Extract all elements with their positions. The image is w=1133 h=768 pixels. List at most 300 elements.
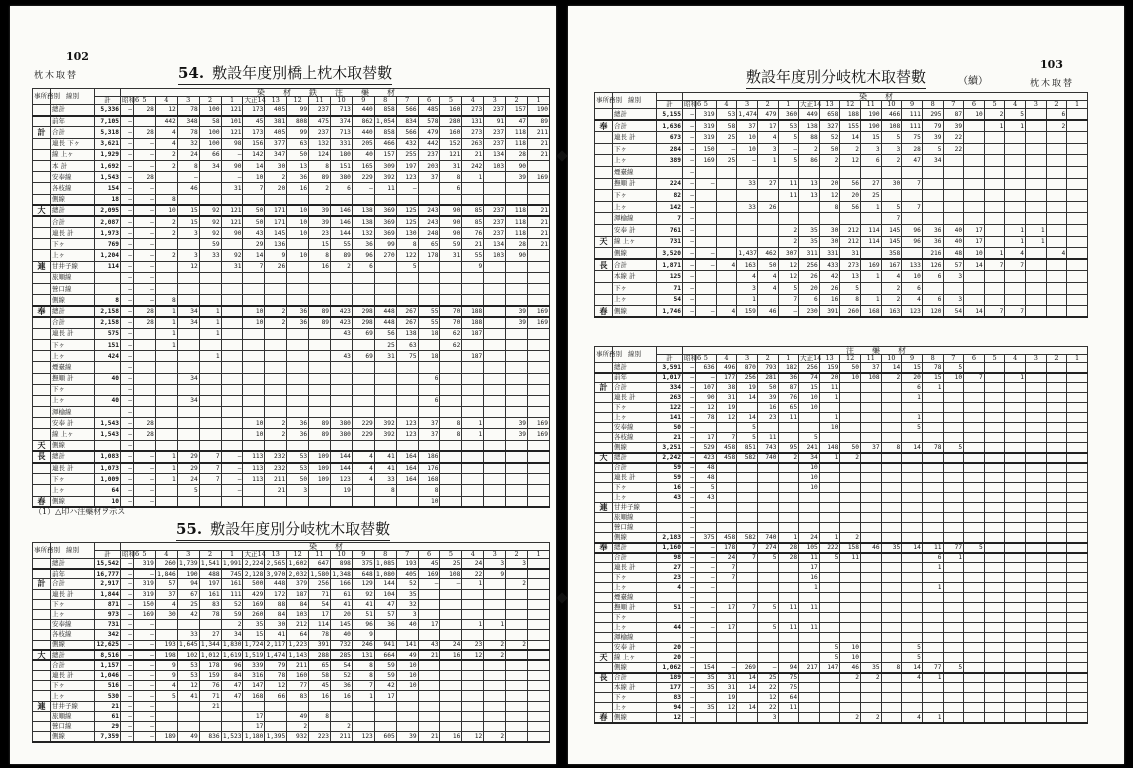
table-cell: 2 xyxy=(331,261,353,272)
table-cell: 159 xyxy=(819,363,840,373)
table-cell: 10 xyxy=(943,373,964,383)
table-cell xyxy=(840,483,861,493)
table-cell xyxy=(902,523,923,533)
office-label xyxy=(33,485,51,496)
table-cell xyxy=(799,653,820,663)
table-cell: — xyxy=(683,523,696,533)
table-cell: 267 xyxy=(396,317,418,328)
table-cell xyxy=(1026,423,1047,433)
table-cell: 35 xyxy=(396,589,418,599)
table-cell xyxy=(287,395,309,406)
table-cell: 1,017 xyxy=(657,373,683,383)
table-cell xyxy=(881,563,902,573)
table-cell: 1 xyxy=(1005,224,1026,236)
table-cell: 9 xyxy=(484,569,506,579)
table-cell: 2 xyxy=(287,722,309,732)
table-cell: 30 xyxy=(819,236,840,248)
table-cell: 237 xyxy=(484,228,506,239)
line-label: 線 上ヶ xyxy=(51,429,95,440)
table-cell xyxy=(1005,282,1026,294)
table-cell: 154 xyxy=(696,663,717,673)
table-cell: 2,117 xyxy=(266,641,286,649)
table-cell xyxy=(799,593,820,603)
table-cell xyxy=(984,703,1005,713)
table-cell: 405 xyxy=(265,127,287,138)
table-cell: 36 xyxy=(287,429,309,440)
table-cell xyxy=(984,224,1005,236)
table-cell xyxy=(964,713,985,723)
table-cell xyxy=(506,609,528,619)
table-cell xyxy=(861,413,882,423)
table-cell: — xyxy=(716,143,737,155)
table-cell xyxy=(243,701,265,711)
table-cell: 36 xyxy=(287,172,309,183)
table-cell: 157 xyxy=(506,105,528,116)
table-cell xyxy=(506,474,528,485)
table-cell: 123 xyxy=(331,474,353,485)
table-cell xyxy=(902,633,923,643)
table-cell: — xyxy=(683,190,696,202)
table-cell: — xyxy=(221,172,243,183)
table-cell xyxy=(922,693,943,703)
table-cell: 6 xyxy=(331,183,353,194)
column-header: 3 xyxy=(1026,101,1047,109)
column-header: 昭和6 xyxy=(122,550,140,558)
table-cell: 4 xyxy=(352,451,374,462)
table-cell: — xyxy=(683,248,696,260)
table-cell xyxy=(716,294,737,306)
table-cell xyxy=(984,513,1005,523)
column-header: 計 xyxy=(95,97,121,105)
table-cell: 177 xyxy=(716,373,737,383)
table-cell xyxy=(309,295,331,306)
table-cell: 5 xyxy=(964,543,985,553)
table-cell xyxy=(418,272,440,283)
table-cell: 17 xyxy=(309,609,331,619)
table-cell: 109 xyxy=(309,463,331,474)
table-cell: 808 xyxy=(287,116,309,127)
table-cell: 440 xyxy=(352,127,374,138)
table-cell xyxy=(757,463,778,473)
office-label: 大 xyxy=(33,205,51,216)
office-label: 奉 xyxy=(33,306,51,317)
table-cell: — xyxy=(121,660,134,670)
table-cell xyxy=(984,423,1005,433)
table-cell xyxy=(1005,423,1026,433)
table-cell: 123 xyxy=(396,172,418,183)
table-cell xyxy=(984,593,1005,603)
table-cell: 232 xyxy=(265,451,287,462)
table-cell: 121 xyxy=(221,216,243,227)
table-cell: — xyxy=(121,711,134,721)
table-cell: 5 xyxy=(757,603,778,613)
table-cell: 64 xyxy=(287,630,309,640)
table-cell: 1,636 xyxy=(657,120,683,132)
table-cell: 339 xyxy=(243,660,265,670)
table-cell: 125 xyxy=(657,271,683,283)
table-cell xyxy=(1026,623,1047,633)
office-label xyxy=(595,294,613,306)
office-label xyxy=(595,513,613,523)
table-cell xyxy=(331,339,353,350)
table-cell: 16,777 xyxy=(95,569,121,579)
table-cell xyxy=(861,403,882,413)
table-cell xyxy=(374,261,396,272)
table-cell: — xyxy=(121,429,134,440)
table-cell: 374 xyxy=(331,116,353,127)
table-cell: 7 xyxy=(243,183,265,194)
table-cell xyxy=(1005,383,1026,393)
table-cell xyxy=(1026,693,1047,703)
table-cell: 834 xyxy=(396,116,418,127)
table-cell: 5 xyxy=(757,553,778,563)
table-cell: 4 xyxy=(1046,248,1067,260)
table-row xyxy=(33,317,550,328)
line-label: 合計 xyxy=(613,259,657,271)
table-cell xyxy=(199,429,221,440)
table-cell xyxy=(716,463,737,473)
table-cell xyxy=(881,433,902,443)
table-cell: 28 xyxy=(134,317,156,328)
table-cell xyxy=(1046,294,1067,306)
office-label xyxy=(33,295,51,306)
table-cell xyxy=(1046,453,1067,463)
table-cell xyxy=(964,213,985,225)
table-cell: — xyxy=(121,599,134,609)
table-cell xyxy=(657,166,683,178)
table-cell: 12 xyxy=(778,259,799,271)
table-cell: 89 xyxy=(309,172,331,183)
table-cell: 8 xyxy=(881,663,902,673)
table-cell: 48 xyxy=(943,248,964,260)
table-cell xyxy=(696,166,717,178)
table-cell xyxy=(657,523,683,533)
table-cell: 15 xyxy=(177,216,199,227)
table-cell xyxy=(440,407,462,418)
table-cell: 87 xyxy=(943,109,964,121)
table-cell: — xyxy=(683,653,696,663)
table-cell: 20 xyxy=(799,282,820,294)
table-cell: 347 xyxy=(265,149,287,160)
table-cell xyxy=(199,418,221,429)
table-cell: — xyxy=(134,183,156,194)
table-cell: 10 xyxy=(396,681,418,691)
table-cell: — xyxy=(683,633,696,643)
table-cell: 1,437 xyxy=(737,248,758,260)
table-cell xyxy=(819,493,840,503)
table-cell: 1,395 xyxy=(266,733,286,741)
table-cell xyxy=(1026,703,1047,713)
table-cell: 163 xyxy=(737,259,758,271)
table-cell: 6 xyxy=(922,294,943,306)
table-cell xyxy=(374,384,396,395)
table-cell: 144 xyxy=(331,228,353,239)
table-cell: 55 xyxy=(418,306,440,317)
table-cell xyxy=(696,236,717,248)
table-cell: 205 xyxy=(352,138,374,149)
table-cell: — xyxy=(121,228,134,239)
table-cell xyxy=(155,183,177,194)
line-label: 側線 xyxy=(613,443,657,453)
table-cell: 169 xyxy=(528,418,550,429)
table-cell: — xyxy=(134,691,156,701)
table-cell xyxy=(881,633,902,643)
line-label: 上ヶ xyxy=(613,703,657,713)
table-cell: 26 xyxy=(799,271,820,283)
table-cell xyxy=(861,583,882,593)
table-cell: — xyxy=(696,623,717,633)
table-row xyxy=(33,250,550,261)
table-cell: 75 xyxy=(778,683,799,693)
table-cell xyxy=(861,593,882,603)
table-cell xyxy=(984,543,1005,553)
table-row xyxy=(33,116,550,127)
table-cell xyxy=(396,701,418,711)
table-cell: 40 xyxy=(396,620,418,630)
table-cell xyxy=(737,693,758,703)
table-cell xyxy=(1026,563,1047,573)
table-cell xyxy=(506,183,528,194)
table-cell xyxy=(484,722,506,732)
table-cell xyxy=(221,328,243,339)
table-cell xyxy=(243,284,265,295)
table-cell xyxy=(716,613,737,623)
table-cell xyxy=(964,523,985,533)
table-cell: — xyxy=(121,127,134,138)
office-label xyxy=(595,603,613,613)
column-header: 4 xyxy=(1005,355,1026,363)
table-cell xyxy=(840,393,861,403)
table-cell xyxy=(778,166,799,178)
table-row xyxy=(33,149,550,160)
table-cell xyxy=(881,453,902,463)
line-label: 下ヶ xyxy=(51,681,95,691)
table-cell: — xyxy=(683,166,696,178)
table-cell: 82 xyxy=(657,190,683,202)
table-cell: 23 xyxy=(757,413,778,423)
table-cell: — xyxy=(683,463,696,473)
table-cell xyxy=(243,440,265,451)
table-cell: 1,474 xyxy=(266,651,286,659)
table-cell: 1 xyxy=(922,713,943,723)
table-cell: 37 xyxy=(861,443,882,453)
table-cell: 164 xyxy=(396,474,418,485)
table-cell xyxy=(902,453,923,463)
table-cell xyxy=(984,143,1005,155)
table-cell: — xyxy=(683,236,696,248)
table-cell xyxy=(716,473,737,483)
column-header: 10 xyxy=(331,97,353,105)
table-cell: 10 xyxy=(287,250,309,261)
table-row xyxy=(595,433,1088,443)
table-cell: 17 xyxy=(757,120,778,132)
table-cell xyxy=(528,681,550,691)
table-cell xyxy=(396,373,418,384)
table-cell xyxy=(757,224,778,236)
table-cell xyxy=(134,362,156,373)
table-cell: 51 xyxy=(657,603,683,613)
table-cell: 16 xyxy=(657,483,683,493)
table-cell xyxy=(155,172,177,183)
table-cell xyxy=(1026,523,1047,533)
table-cell xyxy=(440,474,462,485)
table-cell: 14 xyxy=(737,413,758,423)
table-cell xyxy=(177,272,199,283)
table-cell xyxy=(964,683,985,693)
table-cell xyxy=(528,496,550,507)
office-label xyxy=(595,493,613,503)
table-cell: 126 xyxy=(922,259,943,271)
table-cell: 5 xyxy=(943,363,964,373)
table-cell: 182 xyxy=(778,363,799,373)
table-cell xyxy=(943,703,964,713)
table-cell xyxy=(757,643,778,653)
table-cell xyxy=(331,440,353,451)
table-cell xyxy=(840,613,861,623)
table-cell: 229 xyxy=(352,429,374,440)
table-cell: 31 xyxy=(440,250,462,261)
table-cell: — xyxy=(134,620,156,630)
table-cell: 35 xyxy=(799,236,820,248)
table-cell: 197 xyxy=(396,160,418,171)
line-label: 下ヶ xyxy=(613,190,657,202)
table-cell: 1 xyxy=(199,317,221,328)
table-cell xyxy=(840,166,861,178)
table-cell: 11 xyxy=(374,183,396,194)
table-cell xyxy=(528,589,550,599)
table-cell xyxy=(95,272,121,283)
table-cell xyxy=(964,120,985,132)
table-cell: 92 xyxy=(199,205,221,216)
table-cell: 4 xyxy=(902,713,923,723)
table-cell xyxy=(287,272,309,283)
table-cell: 31 xyxy=(840,248,861,260)
table-row xyxy=(595,633,1088,643)
table-cell: 898 xyxy=(331,559,353,569)
table-cell xyxy=(352,339,374,350)
office-label xyxy=(595,248,613,260)
line-label: 渾榆線 xyxy=(613,213,657,225)
table-cell xyxy=(964,393,985,403)
table-cell xyxy=(221,362,243,373)
table-cell: 42 xyxy=(177,609,199,619)
table-cell: 105 xyxy=(799,543,820,553)
table-cell: 479 xyxy=(418,127,440,138)
table-cell: 147 xyxy=(243,681,265,691)
table-cell: 1,541 xyxy=(200,559,220,567)
office-label: 春 xyxy=(595,713,613,723)
office-label xyxy=(33,620,51,630)
table-cell: 5 xyxy=(396,261,418,272)
table-cell xyxy=(134,339,156,350)
table-cell: — xyxy=(121,328,134,339)
table-cell xyxy=(696,224,717,236)
table-cell: 2,095 xyxy=(95,205,121,216)
table-cell xyxy=(1005,713,1026,723)
table-cell xyxy=(943,178,964,190)
table-cell xyxy=(440,272,462,283)
table-cell: 89 xyxy=(309,306,331,317)
table-cell: 5 xyxy=(840,282,861,294)
table-cell: 62 xyxy=(440,339,462,350)
table-cell xyxy=(881,653,902,663)
table-cell: 442 xyxy=(155,116,177,127)
column-header: 3 xyxy=(484,97,506,105)
table-cell: 167 xyxy=(881,259,902,271)
table-cell: 871 xyxy=(95,599,121,609)
table-cell: 12 xyxy=(716,703,737,713)
table-cell xyxy=(984,673,1005,683)
table-cell xyxy=(1026,633,1047,643)
table-cell: 64 xyxy=(95,485,121,496)
table-cell: 161 xyxy=(221,579,243,589)
table-row xyxy=(595,553,1088,563)
table-cell xyxy=(155,384,177,395)
table-cell: 36 xyxy=(778,373,799,383)
table-cell xyxy=(840,703,861,713)
table-cell xyxy=(221,440,243,451)
column-header: 6 xyxy=(418,97,440,105)
table-cell: 342 xyxy=(95,630,121,640)
table-cell xyxy=(462,384,484,395)
table-cell xyxy=(462,284,484,295)
line-label: 上ヶ xyxy=(51,691,95,701)
table-cell xyxy=(462,407,484,418)
table-cell xyxy=(819,523,840,533)
table-cell: 360 xyxy=(778,109,799,121)
table-cell: 12 xyxy=(716,413,737,423)
table-cell: 99 xyxy=(287,105,309,116)
table-cell xyxy=(396,395,418,406)
table-cell: 15 xyxy=(922,373,943,383)
table-cell: 1 xyxy=(1005,120,1026,132)
table-cell: 144 xyxy=(374,579,396,589)
table-cell: 256 xyxy=(799,363,820,373)
table-cell xyxy=(964,503,985,513)
table-cell xyxy=(199,711,221,721)
table-cell xyxy=(506,351,528,362)
table-cell: 52 xyxy=(396,579,418,589)
table-cell xyxy=(199,722,221,732)
table-cell: 129 xyxy=(352,579,374,589)
table-cell: 36 xyxy=(331,681,353,691)
table-cell xyxy=(506,650,528,660)
office-label xyxy=(595,633,613,643)
table-cell xyxy=(881,383,902,393)
table-cell: 31 xyxy=(221,183,243,194)
table-row xyxy=(595,294,1088,306)
table-cell xyxy=(922,613,943,623)
group-header: 染材 xyxy=(121,543,550,551)
table-row xyxy=(595,109,1088,121)
column-header: 5 xyxy=(696,355,717,363)
table-cell xyxy=(861,573,882,583)
table-cell xyxy=(1067,663,1088,673)
office-label xyxy=(33,317,51,328)
table-cell: 319 xyxy=(134,589,156,599)
table-cell xyxy=(819,403,840,413)
table-cell xyxy=(418,362,440,373)
table-cell: 2 xyxy=(155,149,177,160)
table-cell: 10 xyxy=(737,132,758,144)
table-cell: — xyxy=(778,143,799,155)
table-cell: 9 xyxy=(462,261,484,272)
table-cell xyxy=(155,395,177,406)
table-cell: 66 xyxy=(265,691,287,701)
table-cell: 4 xyxy=(716,306,737,318)
table-cell xyxy=(177,418,199,429)
table-cell: 28 xyxy=(134,418,156,429)
